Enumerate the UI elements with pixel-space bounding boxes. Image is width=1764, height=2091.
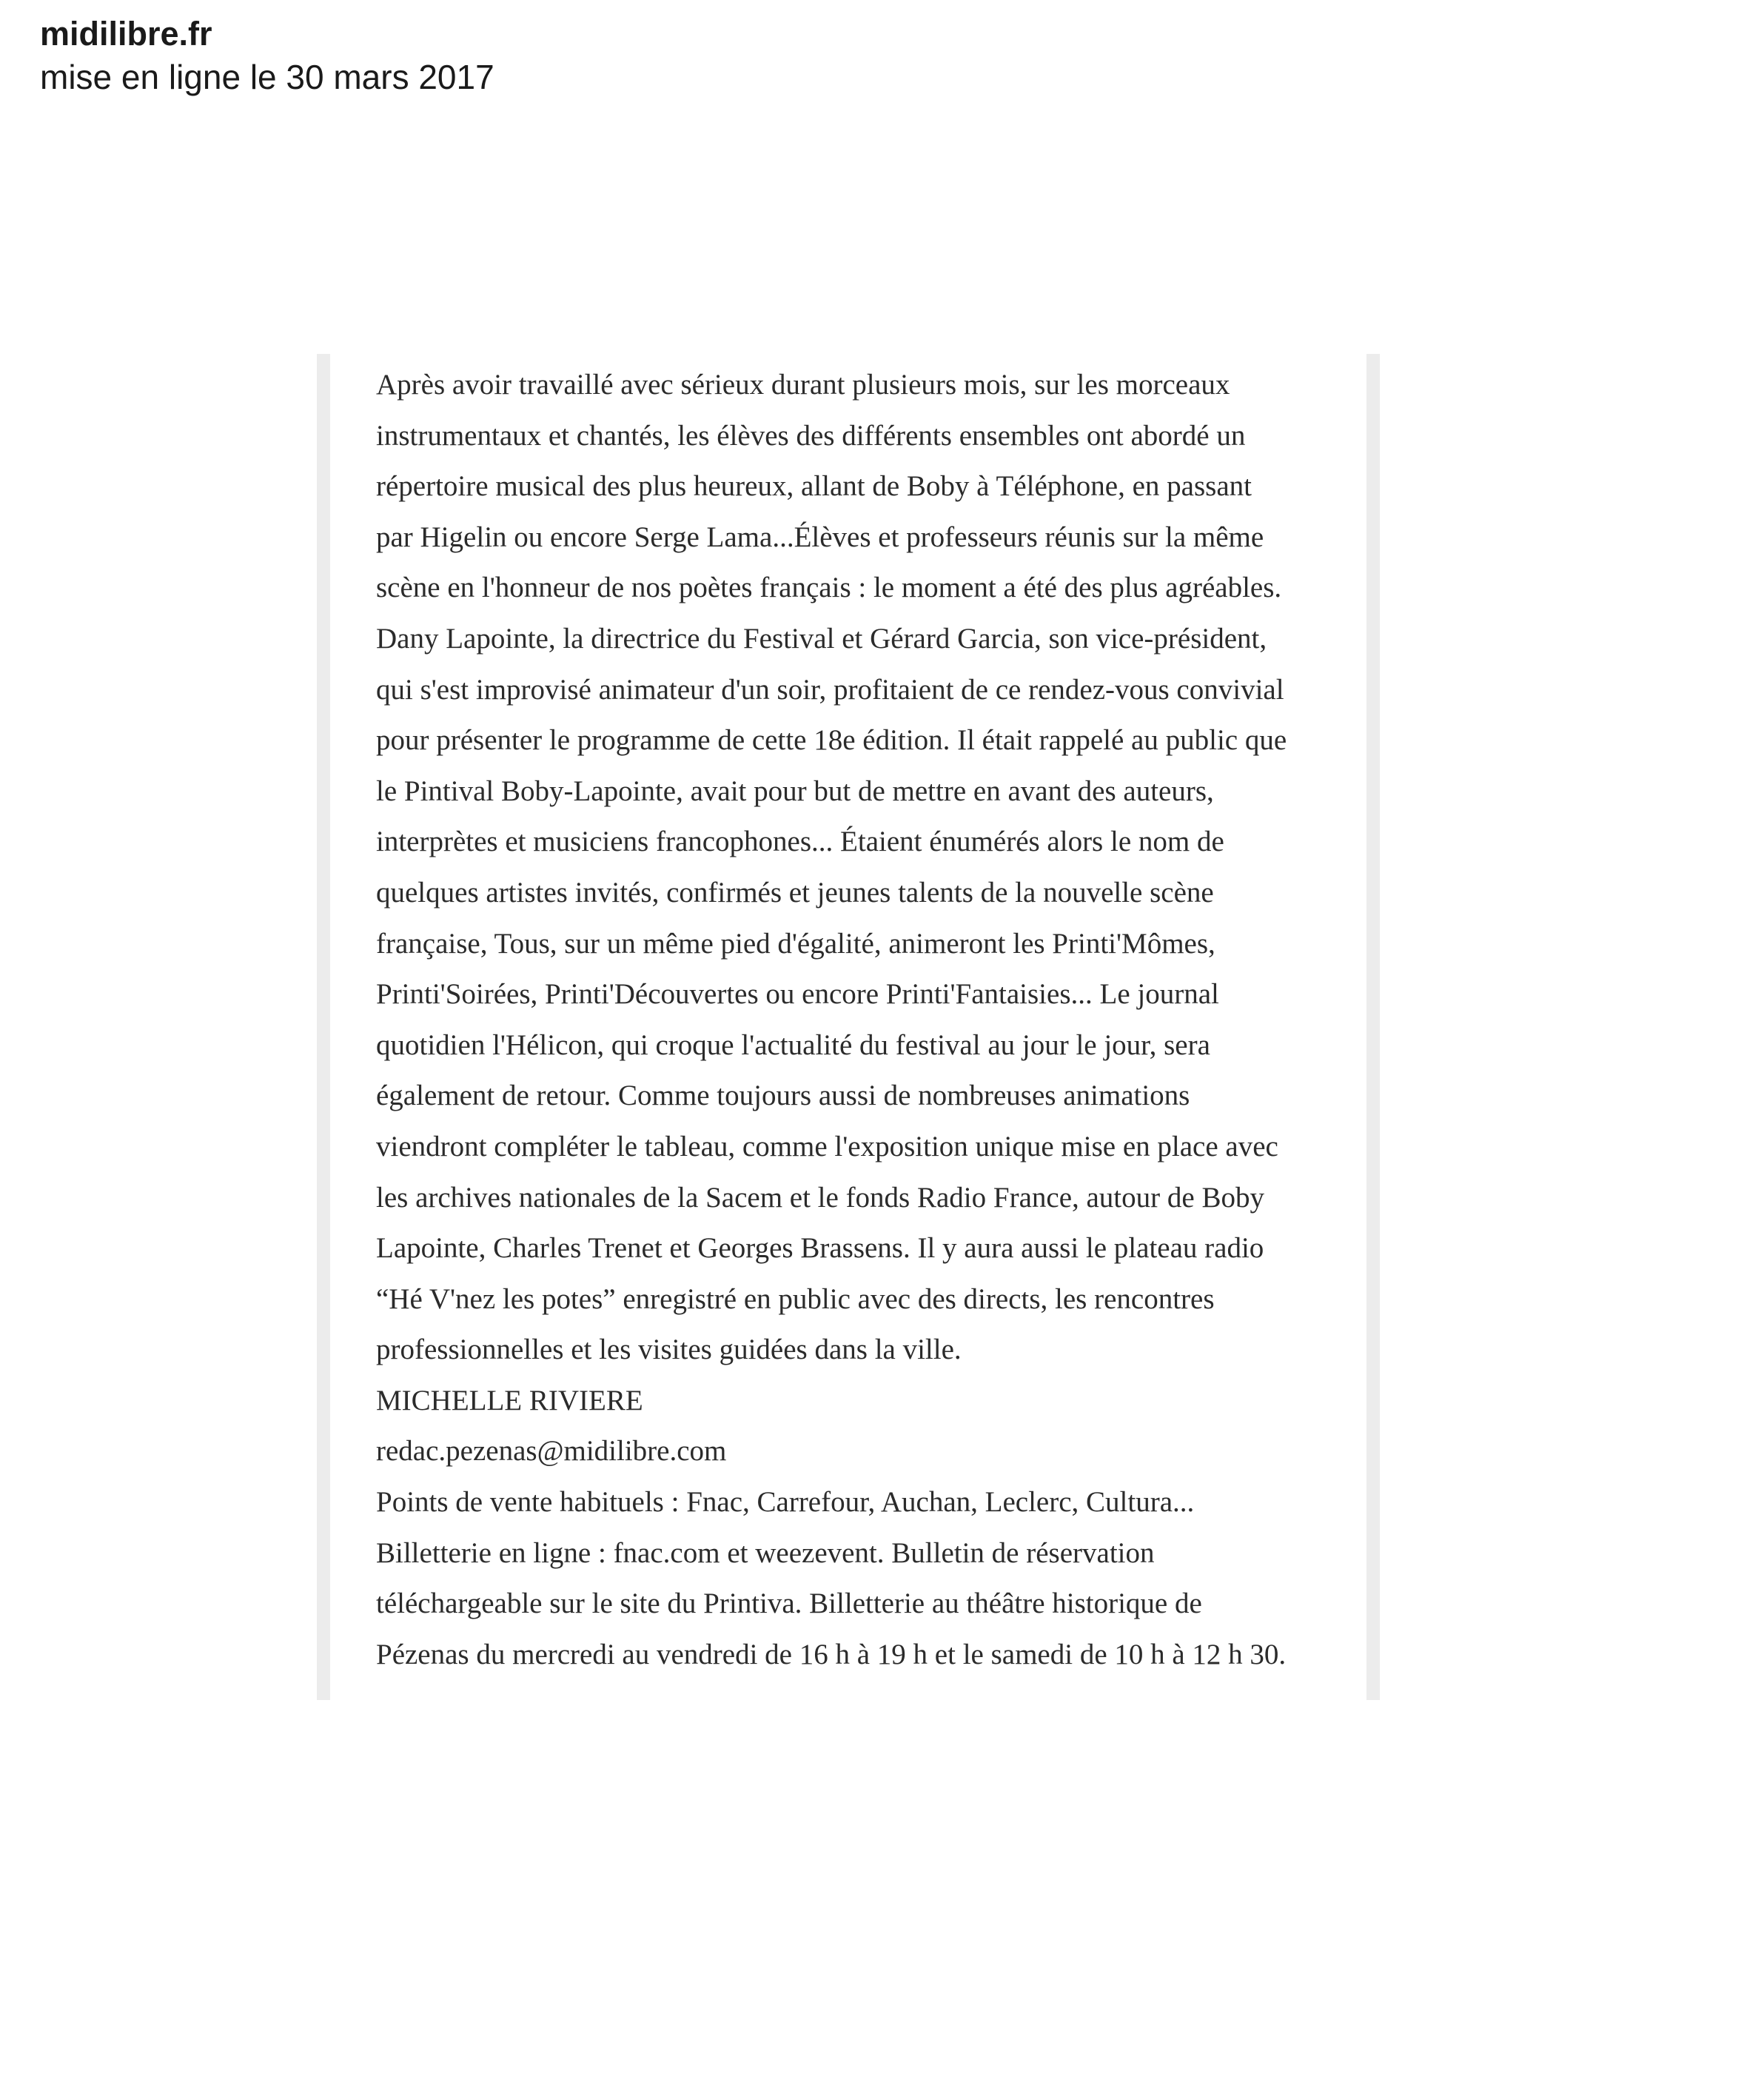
article-line: quelques artistes invités, confirmés et jeunes talents de la nouvelle scène <box>376 876 1214 909</box>
article-line: française, Tous, sur un même pied d'égalité, animeront les Printi'Mômes, <box>376 927 1215 960</box>
article-line: Points de vente habituels : Fnac, Carrefour, Auchan, Leclerc, Cultura... <box>376 1486 1195 1519</box>
source-site-name: midilibre.fr <box>40 15 212 53</box>
article-body <box>376 360 1368 1680</box>
article-line: les archives nationales de la Sacem et le fonds Radio France, autour de Boby <box>376 1181 1264 1214</box>
article-line: scène en l'honneur de nos poètes français : le moment a été des plus agréables. <box>376 572 1282 604</box>
article-line: également de retour. Comme toujours aussi de nombreuses animations <box>376 1080 1190 1112</box>
article-line: par Higelin ou encore Serge Lama...Élèves et professeurs réunis sur la même <box>376 521 1264 553</box>
article-line: quotidien l'Hélicon, qui croque l'actualité du festival au jour le jour, sera <box>376 1028 1210 1061</box>
article-line: pour présenter le programme de cette 18e édition. Il était rappelé au public que <box>376 724 1287 757</box>
article-line: Dany Lapointe, la directrice du Festival et Gérard Garcia, son vice-président, <box>376 622 1267 655</box>
article-line: le Pintival Boby-Lapointe, avait pour but de mettre en avant des auteurs, <box>376 774 1214 807</box>
article-line: Printi'Soirées, Printi'Découvertes ou encore Printi'Fantaisies... Le journal <box>376 978 1219 1011</box>
article-line: Billetterie en ligne : fnac.com et weezevent. Bulletin de réservation <box>376 1536 1155 1569</box>
article-line: “Hé V'nez les potes” enregistré en public avec des directs, les rencontres <box>376 1282 1215 1315</box>
article-clipping <box>317 354 1380 1700</box>
article-line: Après avoir travaillé avec sérieux durant plusieurs mois, sur les morceaux <box>376 369 1230 401</box>
author-email: redac.pezenas@midilibre.com <box>376 1435 727 1468</box>
article-line: viendront compléter le tableau, comme l'exposition unique mise en place avec <box>376 1130 1278 1162</box>
page-header <box>40 13 494 99</box>
article-line: interprètes et musiciens francophones... Étaient énumérés alors le nom de <box>376 826 1224 858</box>
article-line: téléchargeable sur le site du Printiva. Billetterie au théâtre historique de <box>376 1588 1202 1620</box>
article-line: professionnelles et les visites guidées dans la ville. <box>376 1334 962 1366</box>
article-line: Lapointe, Charles Trenet et Georges Brassens. Il y aura aussi le plateau radio <box>376 1232 1264 1265</box>
article-line: qui s'est improvisé animateur d'un soir, profitaient de ce rendez-vous convivial <box>376 673 1284 706</box>
author-signature: MICHELLE RIVIERE <box>376 1384 643 1416</box>
article-line: instrumentaux et chantés, les élèves des différents ensembles ont abordé un <box>376 419 1246 452</box>
publication-date: mise en ligne le 30 mars 2017 <box>40 58 494 96</box>
article-line: répertoire musical des plus heureux, allant de Boby à Téléphone, en passant <box>376 470 1252 503</box>
article-line: Pézenas du mercredi au vendredi de 16 h à 19 h et le samedi de 10 h à 12 h 30. <box>376 1638 1287 1670</box>
